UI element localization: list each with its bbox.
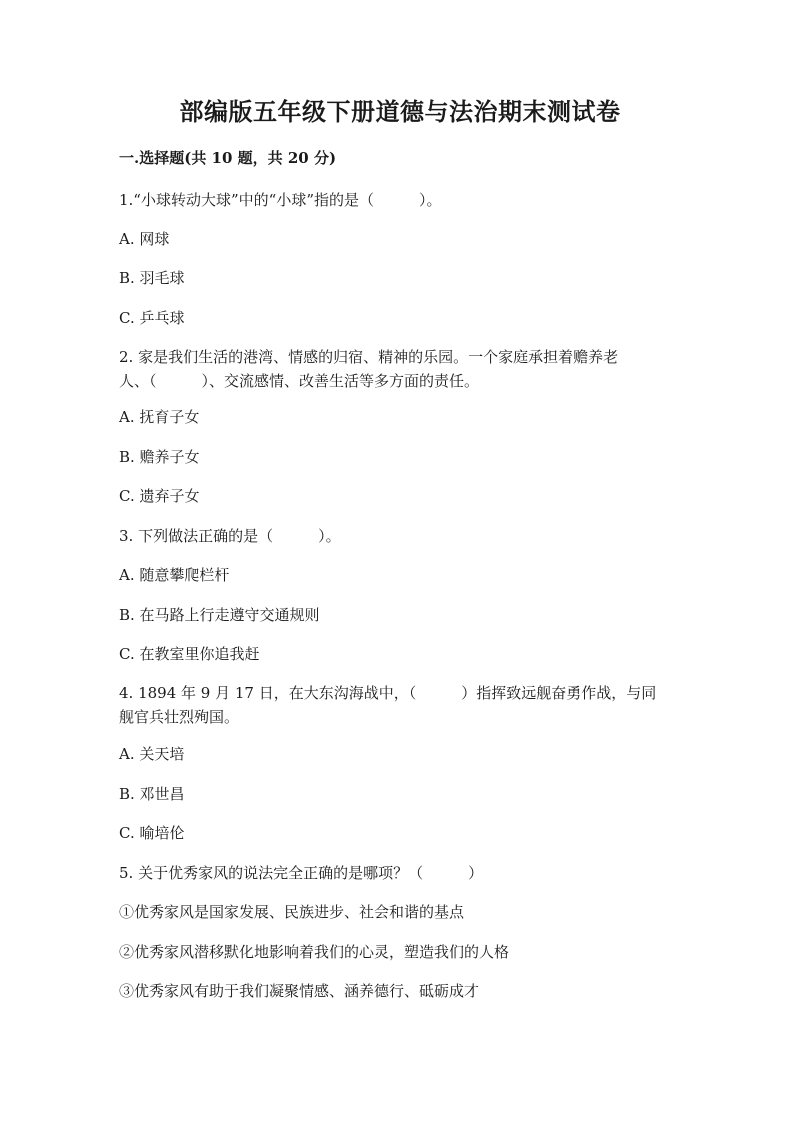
question-3-option-c: C. 在教室里你追我赶 [119, 645, 260, 663]
question-5-statement-1: ①优秀家风是国家发展、民族进步、社会和谐的基点 [119, 903, 465, 921]
page-title: 部编版五年级下册道德与法治期末测试卷 [179, 97, 621, 126]
question-3-option-a: A. 随意攀爬栏杆 [119, 566, 230, 584]
question-3-stem: 3. 下列做法正确的是（ ）。 [119, 527, 341, 545]
question-5-statement-2: ②优秀家风潜移默化地影响着我们的心灵，塑造我们的人格 [119, 943, 510, 961]
question-3-option-b: B. 在马路上行走遵守交通规则 [119, 606, 320, 624]
question-2-option-a: A. 抚育子女 [119, 408, 200, 426]
question-2-option-c: C. 遗弃子女 [119, 487, 200, 505]
question-2-option-b: B. 赡养子女 [119, 448, 200, 466]
question-4-stem-line-2: 舰官兵壮烈殉国。 [119, 708, 240, 726]
question-1-stem: 1.“小球转动大球”中的“小球”指的是（ ）。 [119, 191, 442, 209]
question-1-option-b: B. 羽毛球 [119, 269, 185, 287]
question-1-option-c: C. 乒乓球 [119, 309, 185, 327]
section-heading: 一.选择题(共 10 题，共 20 分) [119, 149, 337, 167]
question-2-stem-line-2: 人、（ ）、交流感情、改善生活等多方面的责任。 [119, 372, 480, 390]
question-4-option-c: C. 喻培伦 [119, 824, 185, 842]
question-1-option-a: A. 网球 [119, 230, 170, 248]
question-5-stem: 5. 关于优秀家风的说法完全正确的是哪项？（ ） [119, 864, 484, 882]
question-5-statement-3: ③优秀家风有助于我们凝聚情感、涵养德行、砥砺成才 [119, 982, 480, 1000]
question-4-option-a: A. 关天培 [119, 745, 185, 763]
question-4-option-b: B. 邓世昌 [119, 785, 185, 803]
question-2-stem-line-1: 2. 家是我们生活的港湾、情感的归宿、精神的乐园。一个家庭承担着赡养老 [119, 348, 619, 366]
question-4-stem-line-1: 4. 1894 年 9 月 17 日，在大东沟海战中，（ ）指挥致远舰奋勇作战，与同 [119, 684, 657, 702]
